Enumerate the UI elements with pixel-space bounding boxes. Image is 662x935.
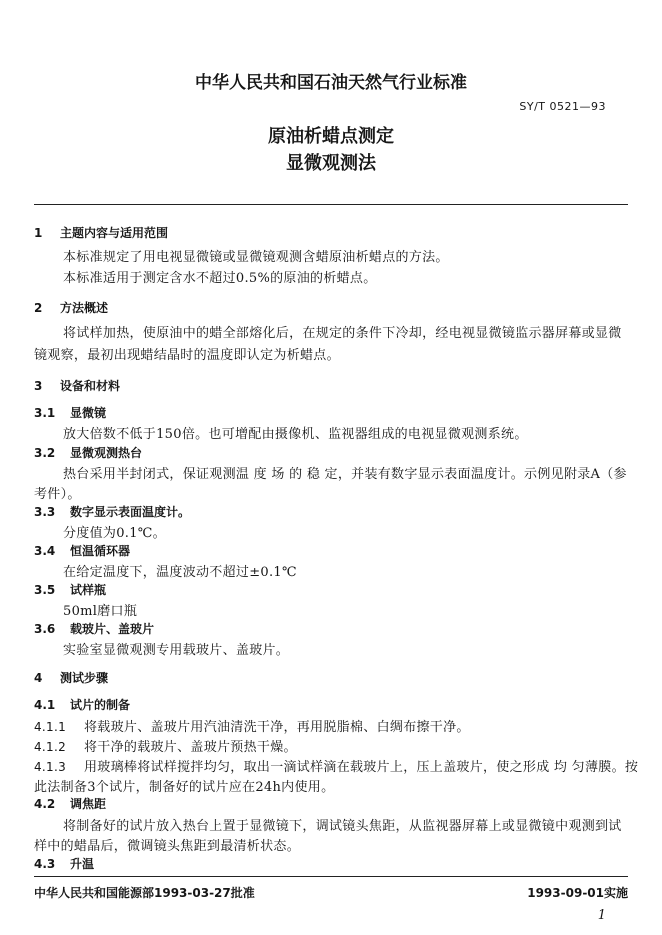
item-4-1-2 — [34, 736, 297, 755]
paragraph: 分度值为0.1℃。 — [63, 526, 166, 541]
subsection-title: 显微观测热台 — [70, 446, 143, 460]
paragraph: 50ml磨口瓶 — [63, 604, 138, 619]
section-2-heading — [34, 299, 108, 316]
paragraph: 放大倍数不低于150倍。也可增配由摄像机、监视器组成的电视显微观测系统。 — [63, 427, 528, 442]
paragraph: 实验室显微观测专用载玻片、盖玻片。 — [63, 643, 290, 658]
paragraph: 本标准适用于测定含水不超过0.5%的原油的析蜡点。 — [63, 271, 377, 286]
standard-code: SY/T 0521—93 — [519, 100, 606, 113]
subsection-title: 试片的制备 — [70, 698, 131, 712]
paragraph: 本标准规定了用电视显微镜或显微镜观测含蜡原油析蜡点的方法。 — [63, 250, 449, 265]
subsection-title: 显微镜 — [70, 406, 107, 420]
item-number: 4.1.1 — [34, 720, 67, 734]
document-title: 原油析蜡点测定 — [268, 126, 394, 147]
subsection-4-3-heading — [34, 855, 94, 872]
footer-rule — [34, 876, 628, 877]
effective-date: 1993-09-01实施 — [527, 886, 628, 900]
subsection-number: 3.6 — [34, 622, 56, 636]
approval-statement: 中华人民共和国能源部1993-03-27批准 — [34, 886, 255, 900]
subsection-3-2-heading — [34, 444, 142, 461]
section-number: 4 — [34, 671, 43, 685]
subsection-title: 载玻片、盖玻片 — [70, 622, 155, 636]
paragraph-continuation: 考件）。 — [34, 487, 81, 502]
paragraph-continuation: 此法制备3个试片，制备好的试片应在24h内使用。 — [34, 780, 335, 795]
item-text: 将载玻片、盖玻片用汽油清洗干净，再用脱脂棉、白绸布擦干净。 — [84, 720, 470, 735]
section-title: 测试步骤 — [60, 671, 109, 685]
paragraph-continuation: 镜观察，最初出现蜡结晶时的温度即认定为析蜡点。 — [34, 348, 340, 363]
subsection-3-4-heading — [34, 542, 130, 559]
item-text: 将干净的载玻片、盖玻片预热干燥。 — [84, 740, 297, 755]
paragraph-continuation: 样中的蜡晶后，微调镜头焦距到最清析状态。 — [34, 839, 301, 854]
item-number: 4.1.3 — [34, 760, 67, 774]
section-number: 2 — [34, 301, 43, 315]
section-3-heading — [34, 377, 120, 394]
subsection-number: 3.3 — [34, 505, 56, 519]
item-4-1-1 — [34, 716, 470, 735]
subsection-number: 3.5 — [34, 583, 56, 597]
header-rule — [34, 204, 628, 205]
subsection-3-1-heading — [34, 404, 106, 421]
item-text: 用玻璃棒将试样搅拌均匀，取出一滴试样滴在载玻片上，压上盖玻片，使之形成 均 匀薄膜。按 — [84, 760, 639, 775]
subsection-3-3-heading — [34, 503, 190, 520]
subsection-3-6-heading — [34, 620, 154, 637]
subsection-title: 调焦距 — [70, 797, 107, 811]
section-title: 主题内容与适用范围 — [60, 226, 169, 240]
paragraph: 将试样加热，使原油中的蜡全部熔化后，在规定的条件下冷却，经电视显微镜监示器屏幕或显微 — [63, 326, 622, 341]
paragraph: 在给定温度下，温度波动不超过±0.1℃ — [63, 565, 297, 580]
standard-category-title: 中华人民共和国石油天然气行业标准 — [195, 73, 467, 93]
paragraph: 热台采用半封闭式，保证观测温 度 场 的 稳 定，并装有数字显示表面温度计。示例见附录A（参 — [63, 467, 627, 482]
paragraph: 将制备好的试片放入热台上置于显微镜下，调试镜头焦距，从监视器屏幕上或显微镜中观测到试 — [63, 819, 622, 834]
section-4-heading — [34, 669, 108, 686]
section-number: 1 — [34, 226, 43, 240]
item-number: 4.1.2 — [34, 740, 67, 754]
subsection-number: 3.1 — [34, 406, 56, 420]
section-title: 方法概述 — [60, 301, 109, 315]
section-number: 3 — [34, 379, 43, 393]
subsection-number: 4.1 — [34, 698, 56, 712]
document-subtitle: 显微观测法 — [286, 153, 376, 174]
subsection-4-2-heading — [34, 795, 106, 812]
subsection-title: 恒温循环器 — [70, 544, 131, 558]
item-4-1-3 — [34, 756, 638, 775]
subsection-number: 3.4 — [34, 544, 56, 558]
section-1-heading — [34, 224, 168, 241]
subsection-4-1-heading — [34, 696, 130, 713]
section-title: 设备和材料 — [60, 379, 121, 393]
page-number: 1 — [597, 908, 606, 923]
subsection-3-5-heading — [34, 581, 106, 598]
subsection-number: 3.2 — [34, 446, 56, 460]
subsection-title: 升温 — [70, 857, 95, 871]
subsection-number: 4.2 — [34, 797, 56, 811]
subsection-title: 试样瓶 — [70, 583, 107, 597]
subsection-number: 4.3 — [34, 857, 56, 871]
subsection-title: 数字显示表面温度计。 — [70, 505, 191, 519]
